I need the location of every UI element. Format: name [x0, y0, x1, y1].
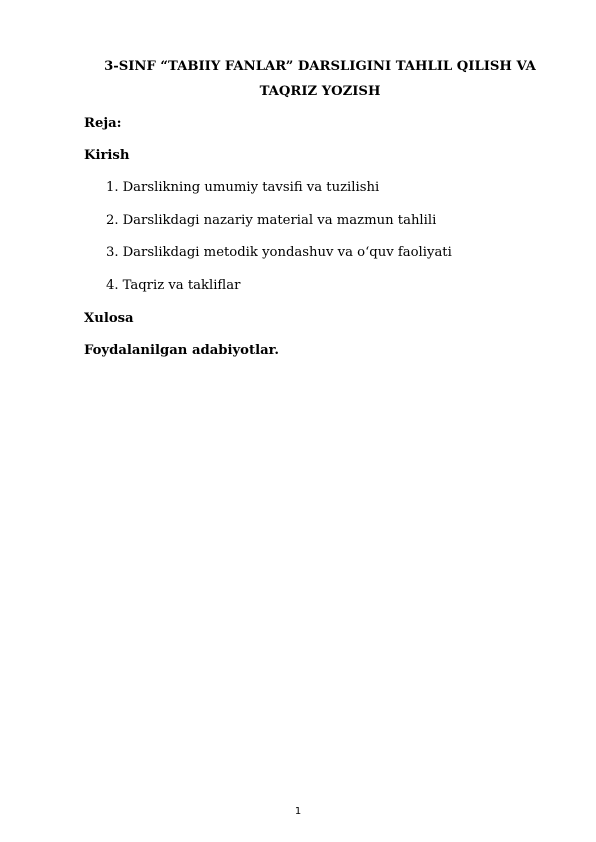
- plan-item-text: Darslikdagi nazariy material va mazmun tahlili: [122, 213, 437, 228]
- plan-heading: Reja:: [84, 116, 122, 131]
- plan-item: [106, 277, 240, 295]
- plan-item: [106, 212, 436, 230]
- references-heading: Foydalanilgan adabiyotlar.: [84, 343, 279, 358]
- plan-item-text: Taqriz va takliflar: [122, 278, 241, 293]
- plan-item: [106, 179, 379, 197]
- plan-item-number: 4.: [106, 278, 119, 293]
- plan-item-text: Darslikdagi metodik yondashuv va o‘quv faoliyati: [122, 245, 452, 260]
- plan-item-text: Darslikning umumiy tavsifi va tuzilishi: [122, 180, 380, 195]
- document-title: 3-SINF “TABIIY FANLAR” DARSLIGINI TAHLIL QILISH VA TAQRIZ YOZISH: [104, 59, 536, 99]
- plan-item-number: 3.: [106, 245, 119, 260]
- plan-item-number: 2.: [106, 213, 119, 228]
- plan-item-number: 1.: [106, 180, 119, 195]
- intro-heading: Kirish: [84, 148, 130, 163]
- page-number: 1: [294, 806, 302, 817]
- plan-item: [106, 244, 452, 262]
- conclusion-heading: Xulosa: [84, 311, 134, 326]
